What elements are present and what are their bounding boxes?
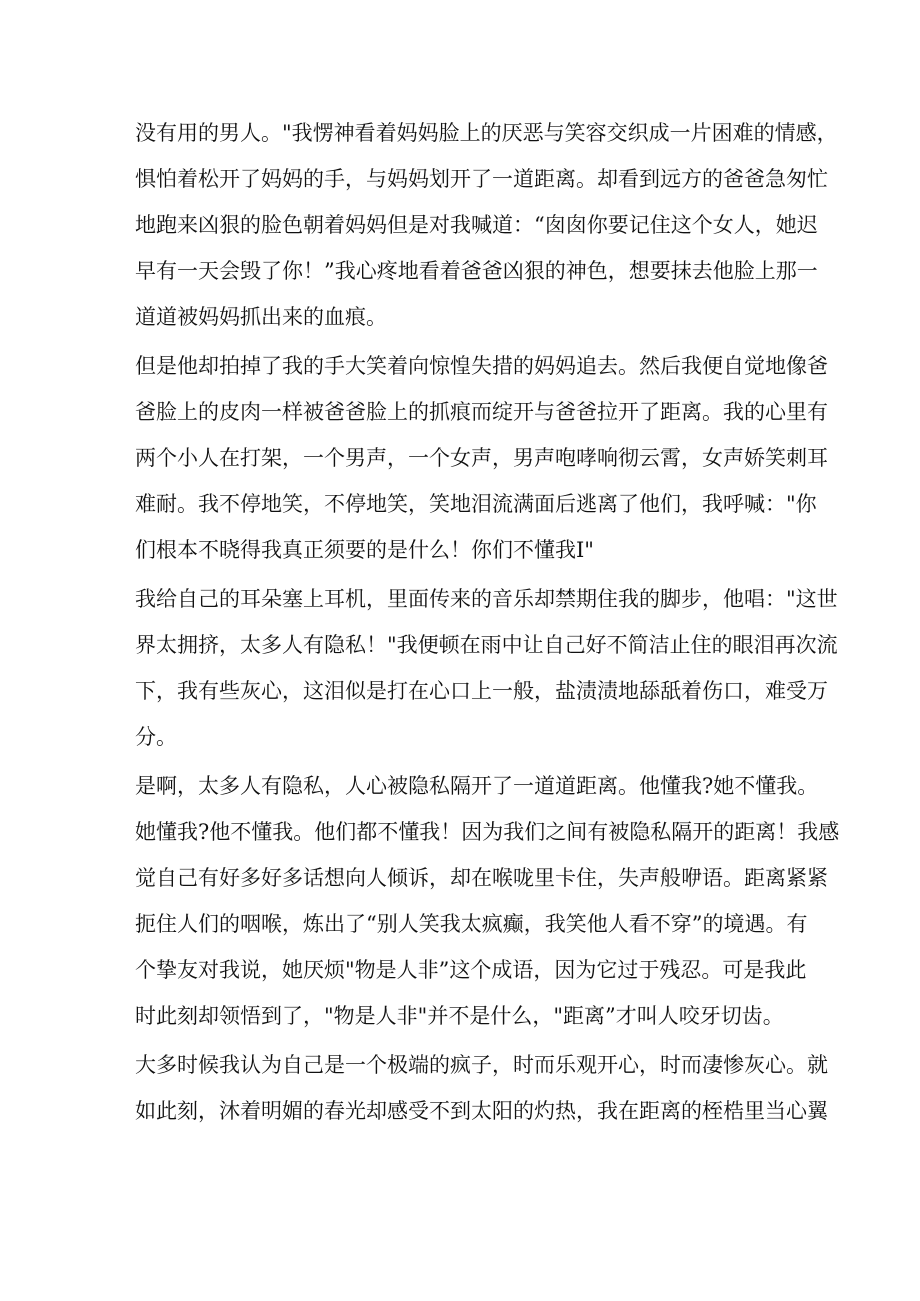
text-line: 时此刻却领悟到了，"物是人非"并不是什么，"距离”才叫人咬牙切齿。 <box>135 1004 784 1028</box>
text-line: 地跑来凶狠的脸色朝着妈妈但是对我喊道：“囱囱你要记住这个女人，她迟 <box>135 213 818 237</box>
text-line: 个挚友对我说，她厌烦"物是人非”这个成语，因为它过于残忍。可是我此 <box>135 958 807 982</box>
text-line: 爸脸上的皮肉一样被爸爸脸上的抓痕而绽开与爸爸拉开了距离。我的心里有 <box>135 400 828 424</box>
text-line: 难耐。我不停地笑，不停地笑，笑地泪流满面后逃离了他们，我呼喊："你 <box>135 492 817 516</box>
text-line: 惧怕着松开了妈妈的手，与妈妈划开了一道距离。却看到远方的爸爸急匆忙 <box>135 167 828 191</box>
text-line: 如此刻，沐着明媚的春光却感受不到太阳的灼热，我在距离的桎梏里当心翼 <box>135 1099 828 1123</box>
text-line: 大多时候我认为自己是一个极端的疯子，时而乐观开心，时而凄惨灰心。就 <box>135 1053 828 1077</box>
text-line: 她懂我?他不懂我。他们都不懂我！因为我们之间有被隐私隔开的距离！我感 <box>135 820 840 844</box>
text-line: 觉自己有好多好多话想向人倾诉，却在喉咙里卡住，失声般咿语。距离紧紧 <box>135 866 828 890</box>
text-line: 是啊，太多人有隐私，人心被隐私隔开了一道道距离。他懂我?她不懂我。 <box>135 774 819 798</box>
text-line: 但是他却拍掉了我的手大笑着向惊惶失措的妈妈追去。然后我便自觉地像爸 <box>135 354 828 378</box>
text-line: 扼住人们的咽喉，炼出了“别人笑我太疯癫，我笑他人看不穿”的境遇。有 <box>135 912 808 936</box>
text-line: 分。 <box>135 725 177 749</box>
text-line: 们根本不晓得我真正须要的是什么！你们不懂我I" <box>135 538 594 562</box>
text-line: 我给自己的耳朵塞上耳机，里面传来的音乐却禁期住我的脚步，他唱："这世 <box>135 587 838 611</box>
text-line: 两个小人在打架，一个男声，一个女声，男声咆哮响彻云霄，女声娇笑刺耳 <box>135 446 828 470</box>
text-line: 早有一天会毁了你！”我心疼地看着爸爸凶狠的神色，想要抹去他脸上那一 <box>135 259 818 283</box>
text-line: 下，我有些灰心，这泪似是打在心口上一般，盐渍渍地舔舐着伤口，难受万 <box>135 679 828 703</box>
text-line: 道道被妈妈抓出来的血痕。 <box>135 305 387 329</box>
text-line: 界太拥挤，太多人有隐私！"我便顿在雨中让自己好不简洁止住的眼泪再次流 <box>135 633 838 657</box>
text-line: 没有用的男人。"我愣神看着妈妈脸上的厌恶与笑容交织成一片困难的情感， <box>135 121 838 145</box>
